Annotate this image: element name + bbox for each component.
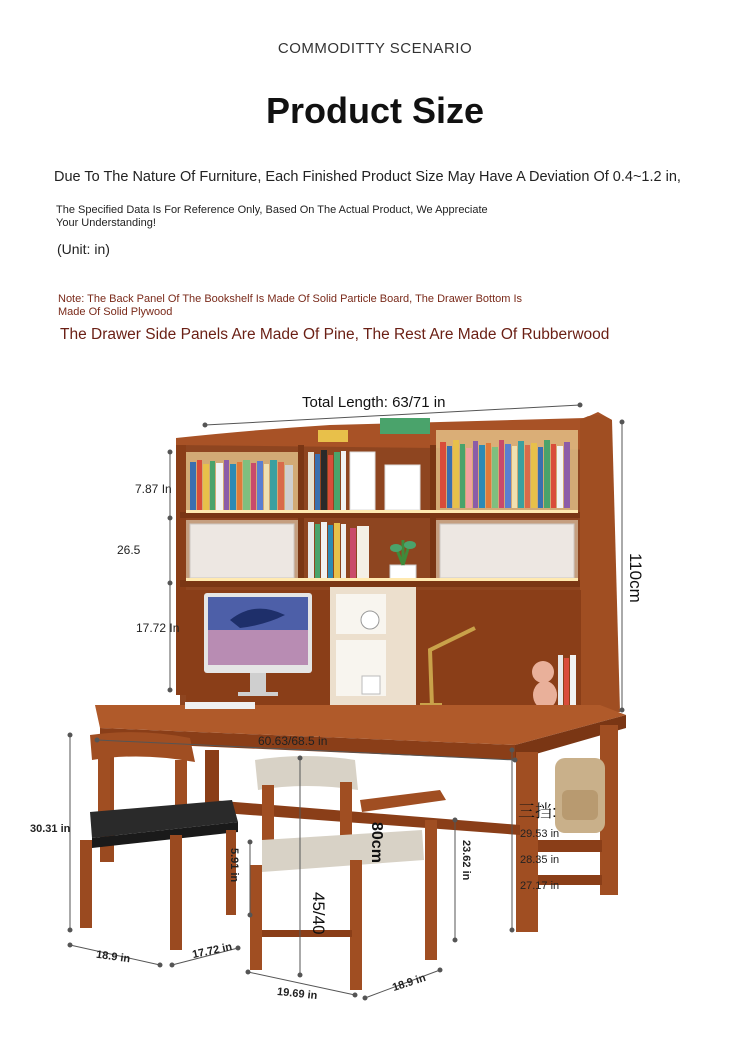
chair-height-cm-label: 80cm: [368, 822, 385, 863]
height-cm-label: 110cm: [626, 553, 645, 603]
desk-height-label: 30.31 in: [30, 823, 71, 835]
chair-front-width-label: 19.69 in: [276, 985, 318, 1003]
note-materials: The Drawer Side Panels Are Made Of Pine, The Rest Are Made Of Rubberwood: [60, 326, 610, 343]
shelf-2: [180, 580, 580, 587]
knee-height-label: 23.62 in: [460, 840, 472, 881]
gear-3-label: 27.17 in: [520, 880, 560, 892]
shelf-top-label: 7.87 In: [135, 482, 172, 496]
gear-1-label: 29.53 in: [520, 828, 560, 840]
seat-height-cm-label: 45/40: [309, 892, 328, 935]
bookshelf-right-side: [580, 415, 620, 712]
chair-width-left-label: 18.9 in: [95, 948, 131, 966]
reference-text: The Specified Data Is For Reference Only, Based On The Actual Product, We Appreciate Your Understanding!: [56, 204, 488, 229]
chair-back-height-label: 5.91 in: [228, 848, 240, 883]
gear-2-label: 28.35 in: [520, 854, 560, 866]
divider-1: [298, 445, 304, 583]
scenario-label: COMMODITTY SCENARIO: [277, 40, 473, 57]
desk-width-label: 60.63/68.5 in: [258, 734, 328, 748]
page-title: Product Size: [265, 90, 485, 131]
deviation-text: Due To The Nature Of Furniture, Each Finished Product Size May Have A Deviation Of 0.4~1.2 in,: [54, 169, 681, 185]
chair-seat-depth-label: 17.72 in: [191, 940, 234, 962]
total-length-label: Total Length: 63/71 in: [302, 394, 446, 411]
gear-label: 三挡:: [518, 802, 557, 821]
right-chair: [250, 756, 446, 990]
chair-side-depth-label: 18.9 in: [390, 972, 428, 994]
bookshelf-left-side: [176, 445, 186, 695]
white-cabinet: [330, 587, 416, 705]
shelf-mid-label: 26.5: [117, 543, 141, 557]
backpack: [555, 758, 605, 833]
divider-2: [430, 445, 436, 583]
unit-text: (Unit: in): [57, 241, 110, 257]
shelf-low-label: 17.72 In: [136, 621, 180, 635]
note-back-panel: Note: The Back Panel Of The Bookshelf Is Made Of Solid Particle Board, The Drawer Bottom Is Made Of Solid Plywood: [58, 293, 523, 318]
